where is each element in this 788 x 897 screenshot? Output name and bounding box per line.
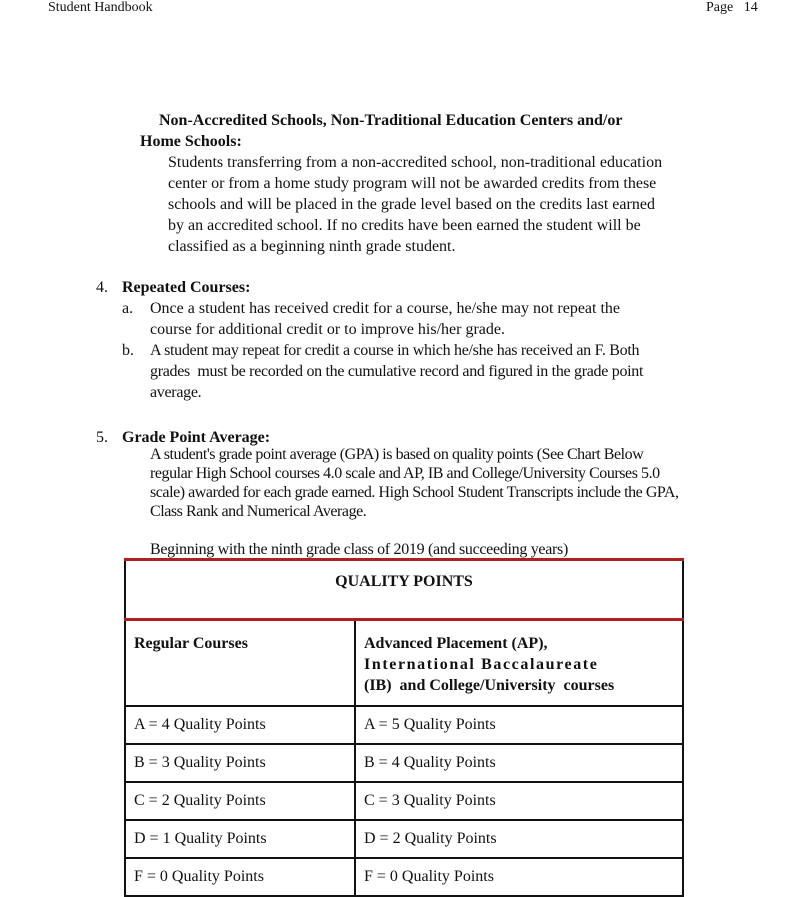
paragraph-line: by an accredited school. If no credits have been earned the student will be [168,217,641,234]
gpa-paragraph [150,445,679,521]
quality-points-table [124,558,684,897]
paragraph-line: Once a student has received credit for a course, he/she may not repeat the [150,300,621,317]
col-header-line: (IB) and College/University courses [364,677,615,694]
section-number-4: 4. [96,279,108,296]
gpa-title: Grade Point Average: [122,429,271,446]
home-schools-title: Home Schools: [140,133,242,150]
page-number: Page 14 [706,0,758,15]
paragraph-line: regular High School courses 4.0 scale and AP, IB and College/University Courses 5.0 [150,465,660,482]
paragraph-line: classified as a beginning ninth grade student. [168,238,456,255]
repeated-courses-title: Repeated Courses: [122,279,251,296]
table-title: QUALITY POINTS [125,560,683,620]
table-row [125,782,683,820]
advanced-cell: F = 0 Quality Points [355,858,683,896]
paragraph-line: average. [150,384,202,401]
non-accredited-paragraph [168,152,662,257]
item-letter-a: a. [122,300,134,317]
table-row [125,820,683,858]
regular-cell: B = 3 Quality Points [125,744,355,782]
paragraph-line: A student may repeat for credit a course in which he/she has received an F. Both [150,342,640,359]
table-row [125,706,683,744]
repeated-item-b [150,340,643,403]
paragraph-line: grades must be recorded on the cumulative record and figured in the grade point [150,363,644,380]
beginning-note: Beginning with the ninth grade class of 2019 (and succeeding years) [150,541,569,558]
table-header-row [125,620,683,707]
table-row [125,744,683,782]
item-letter-b: b. [122,342,134,359]
paragraph-line: A student's grade point average (GPA) is based on quality points (See Chart Below [150,446,644,463]
col-header-line: Advanced Placement (AP), [364,635,548,652]
paragraph-line: course for additional credit or to improve his/her grade. [150,321,505,338]
advanced-cell: D = 2 Quality Points [355,820,683,858]
paragraph-line: scale) awarded for each grade earned. High School Student Transcripts include the GPA, [150,484,679,501]
table-row [125,858,683,896]
repeated-item-a [150,298,620,340]
paragraph-line: Students transferring from a non-accredited school, non-traditional education [168,154,663,171]
section-number-5: 5. [96,429,108,446]
regular-cell: F = 0 Quality Points [125,858,355,896]
paragraph-line: schools and will be placed in the grade level based on the credits last earned [168,196,655,213]
col-header-regular: Regular Courses [125,620,355,707]
advanced-cell: A = 5 Quality Points [355,706,683,744]
regular-cell: D = 1 Quality Points [125,820,355,858]
col-header-line: International Baccalaureate [364,656,599,673]
header-title: Student Handbook [48,0,153,15]
table-title-row [125,560,683,620]
regular-cell: A = 4 Quality Points [125,706,355,744]
advanced-cell: C = 3 Quality Points [355,782,683,820]
non-accredited-title: Non-Accredited Schools, Non-Traditional Education Centers and/or [159,112,623,129]
col-header-advanced [355,620,683,707]
regular-cell: C = 2 Quality Points [125,782,355,820]
advanced-cell: B = 4 Quality Points [355,744,683,782]
paragraph-line: center or from a home study program will not be awarded credits from these [168,175,657,192]
paragraph-line: Class Rank and Numerical Average. [150,503,367,520]
